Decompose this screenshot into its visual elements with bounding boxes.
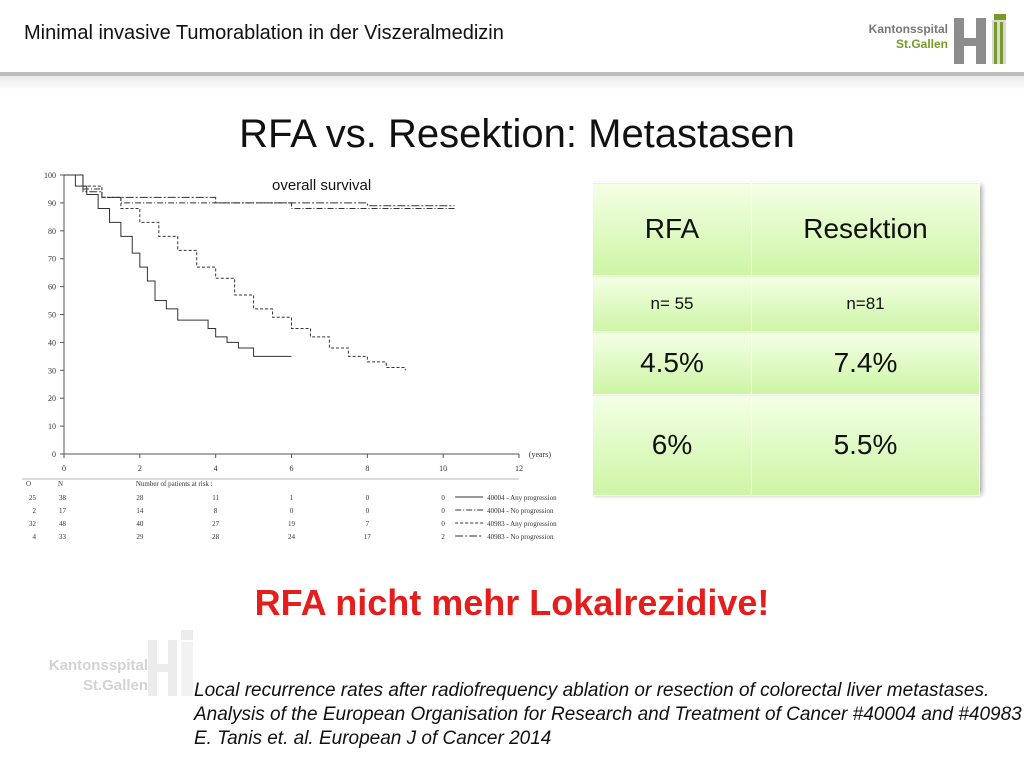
survival-chart-svg [22,165,592,550]
risk-header-n: N [58,480,64,488]
risk-legend-label: 40004 - Any progression [487,494,557,502]
risk-count: 29 [136,533,144,541]
risk-legend-label: 40983 - No progression [487,533,554,541]
table-cell: n=81 [752,276,980,332]
survival-series-line [64,175,455,206]
risk-legend-label: 40983 - Any progression [487,520,557,528]
risk-count: 0 [365,494,370,502]
x-tick-label: 6 [289,464,294,473]
x-axis-label: (years) [528,450,551,459]
table-row [593,276,980,332]
citation-text: Local recurrence rates after radiofrequency ablation or resection of colorectal liver metastases. Analysis of the European Organisation for Research and Treatment of Cancer #40004 and #40983 E. Tanis et. al. European J of Cancer 2014 [194,680,1022,749]
table-cell: 5.5% [752,395,980,496]
watermark-line-1: Kantonsspital [48,657,148,674]
logo-line-1: Kantonsspital [868,22,948,36]
risk-n-value: 17 [59,507,66,515]
header-shadow [0,76,1024,90]
risk-legend-label: 40004 - No progression [487,507,554,515]
y-tick-label: 90 [48,198,56,208]
risk-count: 17 [363,533,371,541]
risk-count: 0 [441,520,445,528]
y-tick-label: 50 [48,310,56,320]
y-tick-label: 10 [48,422,56,432]
risk-header-o: O [26,480,32,488]
y-tick-label: 40 [48,338,56,348]
risk-count: 0 [289,507,294,515]
survival-series-line [64,175,292,356]
y-tick-label: 100 [44,171,56,180]
logo-h-icon [952,10,1014,66]
risk-count: 28 [136,494,144,502]
risk-o-value: 4 [32,533,36,541]
y-tick-label: 0 [52,450,56,459]
table-row [593,395,980,496]
risk-count: 19 [288,520,295,528]
y-tick-label: 80 [48,226,56,236]
slide-title: RFA vs. Resektion: Metastasen [239,112,795,156]
table-cell: 7.4% [752,332,980,395]
risk-count: 1 [289,494,294,502]
table-cell: 6% [593,395,752,496]
y-tick-label: 70 [48,254,56,264]
x-tick-label: 10 [439,464,448,473]
risk-count: 11 [212,494,220,502]
x-tick-label: 8 [365,464,370,473]
table-row [593,332,980,395]
risk-count: 40 [136,520,144,528]
risk-count: 14 [136,507,144,515]
hospital-logo [868,6,1020,68]
risk-count: 0 [365,507,370,515]
results-table [592,182,980,492]
conclusion-text: RFA nicht mehr Lokalrezidive! [254,582,770,623]
x-tick-label: 2 [137,464,142,473]
risk-count: 2 [441,533,445,541]
risk-count: 0 [441,494,445,502]
y-tick-label: 20 [48,394,56,404]
risk-n-value: 33 [59,533,66,541]
x-tick-label: 12 [515,464,523,473]
survival-series-line [64,175,455,208]
risk-table-title: Number of patients at risk : [135,480,213,488]
header-title: Minimal invasive Tumorablation in der Viszeralmedizin [24,22,504,44]
survival-chart [22,165,592,550]
risk-count: 0 [441,507,445,515]
risk-count: 8 [213,507,218,515]
table-cell: RFA [593,183,752,276]
watermark-h-icon [148,628,196,698]
table-row [593,183,980,276]
y-tick-label: 60 [48,282,56,292]
risk-count: 28 [212,533,220,541]
risk-n-value: 48 [59,520,66,528]
risk-count: 7 [365,520,370,528]
logo-line-2: St.Gallen [895,37,948,51]
risk-o-value: 32 [29,520,36,528]
x-tick-label: 4 [213,464,218,473]
watermark-line-2: St.Gallen [82,677,148,694]
chart-title: overall survival [272,177,372,194]
table-cell: n= 55 [593,276,752,332]
risk-count: 27 [212,520,220,528]
risk-count: 24 [288,533,295,541]
x-tick-label: 0 [62,464,66,473]
y-tick-label: 30 [48,366,56,376]
survival-series-line [64,175,405,370]
table-cell: Resektion [752,183,980,276]
risk-n-value: 38 [59,494,66,502]
risk-o-value: 2 [32,507,36,515]
risk-o-value: 25 [29,494,36,502]
table-cell: 4.5% [593,332,752,395]
